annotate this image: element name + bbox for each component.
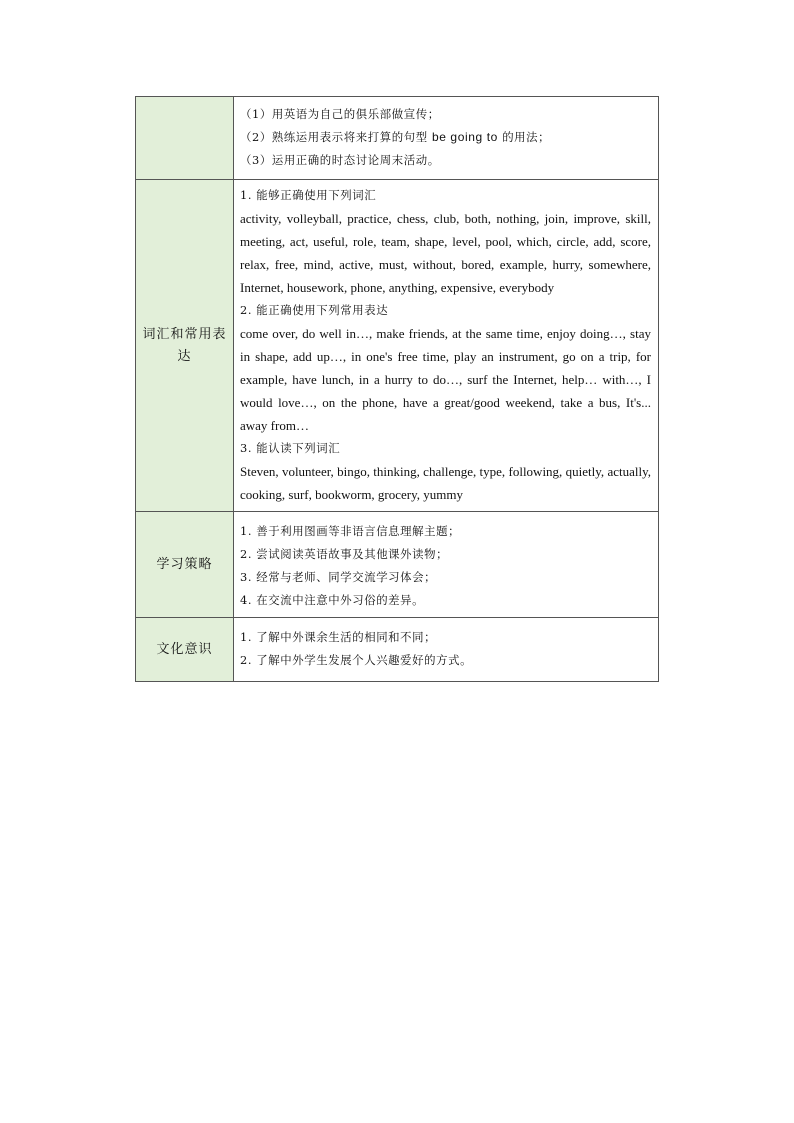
strategy-line-1: 1. 善于利用图画等非语言信息理解主题；: [240, 524, 461, 538]
row-label-empty: [136, 97, 234, 180]
strategy-line-4: 4. 在交流中注意中外习俗的差异。: [240, 593, 425, 607]
row-label-vocabulary: [136, 180, 234, 512]
vocab-text-2: come over, do well in…, make friends, at the same time, enjoy doing…, stay in shape, add up…, in one's free time, play an instrument, go on a trip, for example, have lunch, in a hurry to do…, surf the Internet, help… with…, I would love…, on the phone, have a great/good weekend, take a bus, It's... away from…: [240, 326, 651, 433]
strategy-line-3: 3. 经常与老师、同学交流学习体会；: [240, 570, 437, 584]
objective-line-3: （3）运用正确的时态讨论周末活动。: [240, 153, 440, 167]
vocab-heading-3: 3. 能认读下列词汇: [240, 441, 341, 455]
culture-line-2: 2. 了解中外学生发展个人兴趣爱好的方式。: [240, 653, 473, 667]
objective-line-1: （1）用英语为自己的俱乐部做宣传；: [240, 107, 440, 121]
vocab-text-3: Steven, volunteer, bingo, thinking, challenge, type, following, quietly, actually, cooking, surf, bookworm, grocery, yummy: [240, 464, 651, 502]
strategy-line-2: 2. 尝试阅读英语故事及其他课外读物；: [240, 547, 449, 561]
objective-line-2-part-a: （2）熟练运用表示将来打算的句型: [240, 130, 428, 144]
culture-line-1: 1. 了解中外课余生活的相同和不同；: [240, 630, 437, 644]
row-label-strategies: [136, 512, 234, 618]
vocab-heading-2: 2. 能正确使用下列常用表达: [240, 303, 389, 317]
vocab-text-1: activity, volleyball, practice, chess, club, both, nothing, join, improve, skill, meeting, act, useful, role, team, shape, level, pool, which, circle, add, score, relax, free, mind, active, must, without, bored, example, hurry, somewhere, Internet, housework, phone, anything, expensive, everybody: [240, 211, 651, 295]
table-row-culture: [136, 618, 659, 682]
row-content-culture: [234, 618, 659, 682]
table-row-strategies: [136, 512, 659, 618]
table-row-objectives: [136, 97, 659, 180]
row-content-vocabulary: [234, 180, 659, 512]
vocab-heading-1: 1. 能够正确使用下列词汇: [240, 188, 377, 202]
row-label-culture: [136, 618, 234, 682]
strategies-label: 学习策略: [156, 556, 213, 572]
culture-label: 文化意识: [156, 641, 213, 657]
objective-line-2: [240, 126, 651, 149]
row-content-strategies: [234, 512, 659, 618]
objective-line-2-part-c: 的用法；: [502, 130, 551, 144]
table-row-vocabulary: [136, 180, 659, 512]
objective-line-2-part-b: be going to: [431, 130, 498, 144]
objectives-table: [135, 96, 659, 682]
row-content-objectives: [234, 97, 659, 180]
vocabulary-label: 词汇和常用表达: [142, 326, 227, 364]
